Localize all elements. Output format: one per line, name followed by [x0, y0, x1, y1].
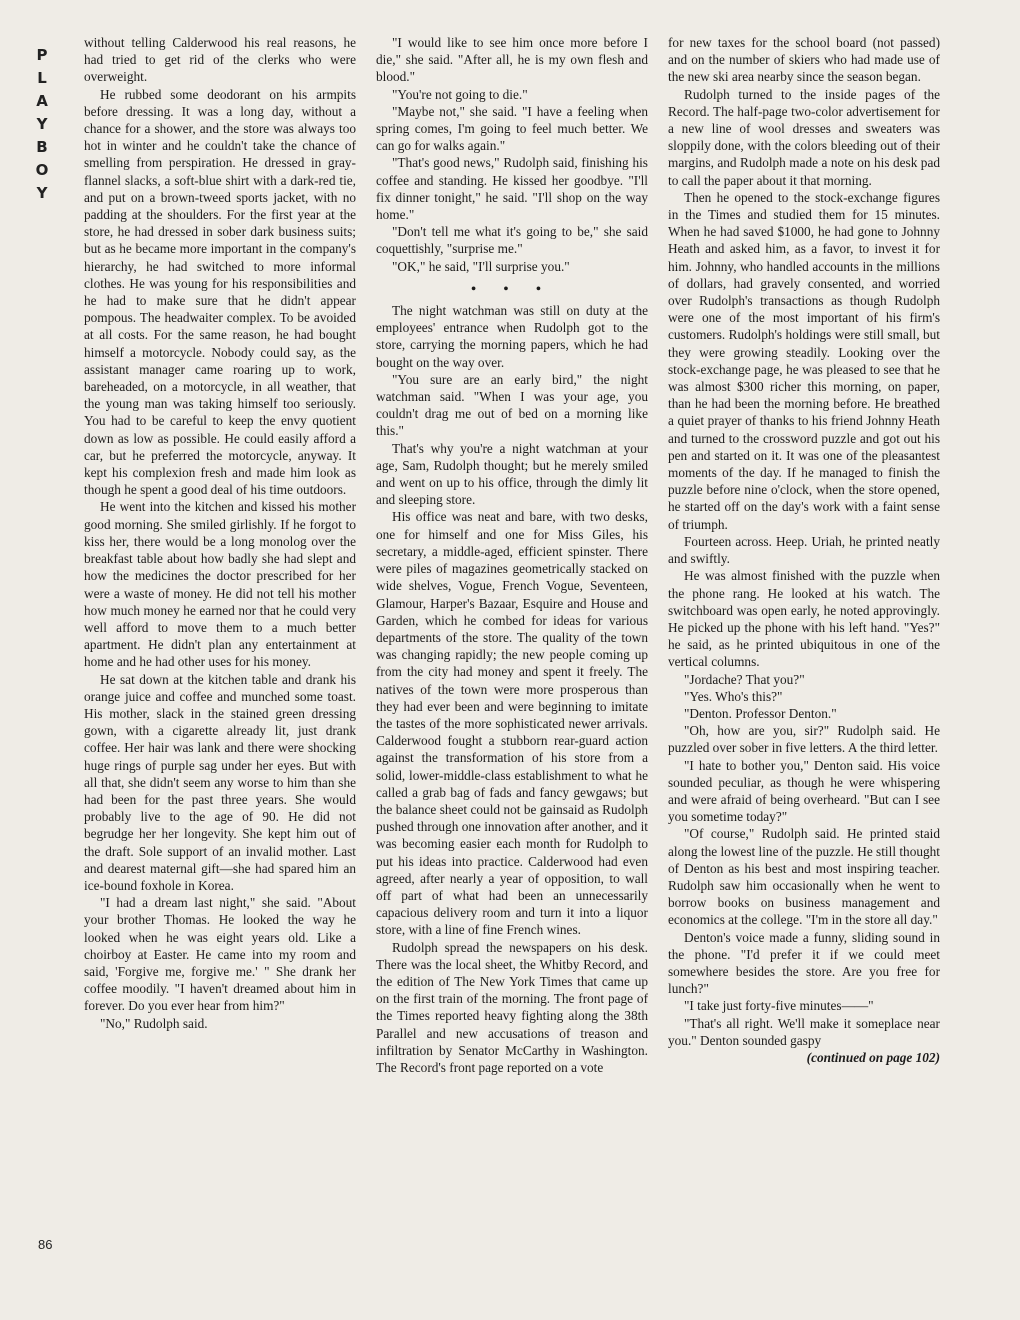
text-column-1 [84, 34, 356, 1262]
text-column-3 [668, 34, 940, 1262]
paragraph: Denton's voice made a funny, sliding sound in the phone. "I'd prefer it if we could meet somewhere besides the store. Are you free for lunch?" [668, 929, 940, 997]
paragraph: Then he opened to the stock-exchange figures in the Times and studied them for 15 minutes. When he had saved $1000, he had gone to Johnny Heath and asked him, as a favor, to invest it for him. Johnny, who handled accounts in the millions of dollars, had gravely consented, and worried over Rudolph's transactions as though Rudolph were one of the most important of his firm's customers. Rudolph's holdings were still small, but they were growing steadily. Looking over the stock-exchange page, he was pleased to see that he was almost $300 richer this morning, on paper, than he had been the morning before. He breathed a quiet prayer of thanks to his friend Johnny Heath and turned to the crossword puzzle and got out his pen and started on it. It was one of the pleasantest moments of the day. If he managed to finish the puzzle before nine o'clock, when the store opened, he started off on the day's work with a faint sense of triumph. [668, 189, 940, 532]
paragraph: "No," Rudolph said. [100, 1015, 208, 1031]
masthead-letter: A [36, 92, 48, 110]
paragraph: "That's all right. We'll make it someplace near you." Denton sounded gaspy [668, 1015, 940, 1048]
paragraph: "Denton. Professor Denton." [684, 705, 837, 721]
paragraph: "You sure are an early bird," the night watchman said. "When I was your age, you couldn't drag me out of bed on a morning like this." [376, 371, 648, 439]
paragraph: "I had a dream last night," she said. "About your brother Thomas. He looked the way he looked when he was eight years old. Like a choirboy at Easter. He came into my room and said, 'Forgive me, forgive me.' " She drank her coffee moodily. "I haven't dreamed about him in forever. Do you ever hear from him?" [84, 895, 356, 1014]
masthead-letter: Y [36, 184, 48, 202]
paragraph: That's why you're a night watchman at your age, Sam, Rudolph thought; but he merely smiled and went on up to his office, through the dimly lit and sleeping store. [376, 440, 648, 508]
paragraph: "I hate to bother you," Denton said. His voice sounded peculiar, as though he were whispering and were afraid of being overheard. "But can I see you sometime today?" [668, 757, 940, 825]
masthead-letter: Y [36, 115, 48, 133]
paragraph: "I would like to see him once more before I die," she said. "After all, he is my own flesh and blood." [376, 35, 648, 85]
paragraph: without telling Calderwood his real reasons, he had tried to get rid of the clerks who were overweight. [84, 35, 356, 85]
paragraph: "Jordache? That you?" [684, 671, 805, 687]
paragraph: Rudolph turned to the inside pages of the Record. The half-page two-color advertisement for a new line of wool dresses and sweaters was sloppily done, with the colors bleeding out of their margins, and Rudolph made a note on his desk pad to call the paper about it that morning. [668, 86, 940, 188]
masthead-letter: L [37, 69, 47, 87]
text-column-2 [376, 34, 648, 1262]
masthead-letter: P [36, 46, 48, 64]
paragraph: He rubbed some deodorant on his armpits before dressing. It was a long day, without a chance for a shower, and the store was always too hot in winter and he couldn't take the chance of smelling from perspiration. He dressed in gray-flannel slacks, a soft-blue shirt with a dark-red tie, and put on a brown-tweed sports jacket, with no padding at the shoulders. For the first year at the store, he had dressed in sober dark business suits; but as he became more important in the company's hierarchy, he had switched to more informal clothes. He was young for his responsibilities and he had to make sure that he didn't appear pompous. The headwaiter complex. To be avoided at all costs. For the same reason, he had bought himself a motorcycle. Nobody could say, as the assistant manager came roaring up to work, bareheaded, on a motorcycle, in all weather, that the young man was taking himself too seriously. You had to be careful to keep the envy quotient down as low as possible. He could easily afford a car, but he preferred the motorcycle, anyway. It kept his complexion fresh and made him look as though he spent a good deal of his time outdoors. [84, 86, 356, 498]
paragraph: "I take just forty-five minutes——" [684, 998, 874, 1014]
paragraph: He was almost finished with the puzzle when the phone rang. He looked at his watch. The switchboard was open early, he noted approvingly. He picked up the phone with his left hand. "Yes?" he said, as he printed ubiquitous in one of the vertical columns. [668, 568, 940, 670]
paragraph: He went into the kitchen and kissed his mother good morning. She smiled girlishly. If he forgot to kiss her, there would be a long monolog over the breakfast table about how badly she had slept and how the medicines the doctor prescribed for her were a waste of money. He did not tell his mother how much money he earned nor that he could very well afford to move them to a much better apartment. He didn't plan any entertainment at home and he had other uses for his money. [84, 499, 356, 670]
paragraph: His office was neat and bare, with two desks, one for himself and one for Miss Giles, his secretary, a middle-aged, efficient spinster. There were piles of magazines geometrically stacked on wide shelves, Vogue, French Vogue, Seventeen, Glamour, Harper's Bazaar, Esquire and House and Garden, which he combed for ideas for various departments of the store. The quality of the town was changing rapidly; the new people coming up from the city had money and spent it freely. The natives of the town were more prosperous than they had ever been and were beginning to imitate the tastes of the more sophisticated newer arrivals. Calderwood fought a stubborn rear-guard action against the transformation of his store from a solid, lower-middle-class establishment to what he called a grab bag of fads and fancy gewgaws; but the balance sheet could not be gainsaid as Rudolph pushed through one innovation after another, and it was becoming easier each month for Rudolph to put his ideas into practice. Calderwood had even agreed, after nearly a year of opposition, to wall off part of what had been an unnecessarily capacious delivery room and turn it into a liquor store, with a line of fine French wines. [376, 509, 648, 938]
masthead-vertical [31, 44, 53, 205]
paragraph: "Maybe not," she said. "I have a feeling when spring comes, I'm going to feel much better. We can go for walks again." [376, 103, 648, 154]
paragraph: "Of course," Rudolph said. He printed staid along the lowest line of the puzzle. He still thought of Denton as his best and most inspiring teacher. Rudolph saw him occasionally when he went to borrow books on business management and economics at the college. "I'm in the store all day." [668, 826, 940, 928]
paragraph: "Yes. Who's this?" [684, 688, 783, 704]
paragraph: He sat down at the kitchen table and drank his orange juice and coffee and munched some toast. His mother, slack in the stained green dressing gown, with a cigarette already lit, just drank coffee. Her hair was lank and there were shocking huge rings of purple sag under her eyes. But with all that, she didn't seem any worse to him than she had been for the past three years. She would probably live to the age of 90. He did not begrudge her her longevity. She kept him out of the draft. Sole support of an invalid mother. Last and dearest maternal gift—she had spared him an ice-bound foxhole in Korea. [84, 671, 356, 893]
paragraph: "That's good news," Rudolph said, finishing his coffee and standing. He kissed her goodbye. "I'll fix dinner tonight," he said. "I'll shop on the way home." [376, 155, 648, 223]
section-break: • • • [471, 281, 553, 297]
paragraph: "OK," he said, "I'll surprise you." [392, 258, 570, 274]
paragraph: Fourteen across. Heep. Uriah, he printed neatly and swiftly. [668, 533, 940, 567]
continued-note: (continued on page 102) [806, 1049, 940, 1065]
paragraph: "Don't tell me what it's going to be," she said coquettishly, "surprise me." [376, 224, 648, 257]
paragraph: for new taxes for the school board (not passed) and on the number of skiers who had made use of the new ski area nearby since the season began. [668, 35, 940, 85]
paragraph: The night watchman was still on duty at the employees' entrance when Rudolph got to the store, carrying the morning papers, which he had bought on the way over. [376, 303, 648, 370]
paragraph: "You're not going to die." [392, 86, 528, 102]
masthead-letter: B [36, 138, 48, 156]
page-number: 86 [38, 1237, 53, 1252]
masthead-letter: O [35, 161, 49, 179]
paragraph: "Oh, how are you, sir?" Rudolph said. He puzzled over sober in five letters. A the third letter. [668, 723, 940, 756]
paragraph: Rudolph spread the newspapers on his desk. There was the local sheet, the Whitby Record, and the edition of The New York Times that came up on the first train of the morning. The front page of the Times reported heavy fighting along the 38th Parallel and new accusations of treason and infiltration by Senator McCarthy in Washington. The Record's front page reported on a vote [376, 939, 648, 1075]
